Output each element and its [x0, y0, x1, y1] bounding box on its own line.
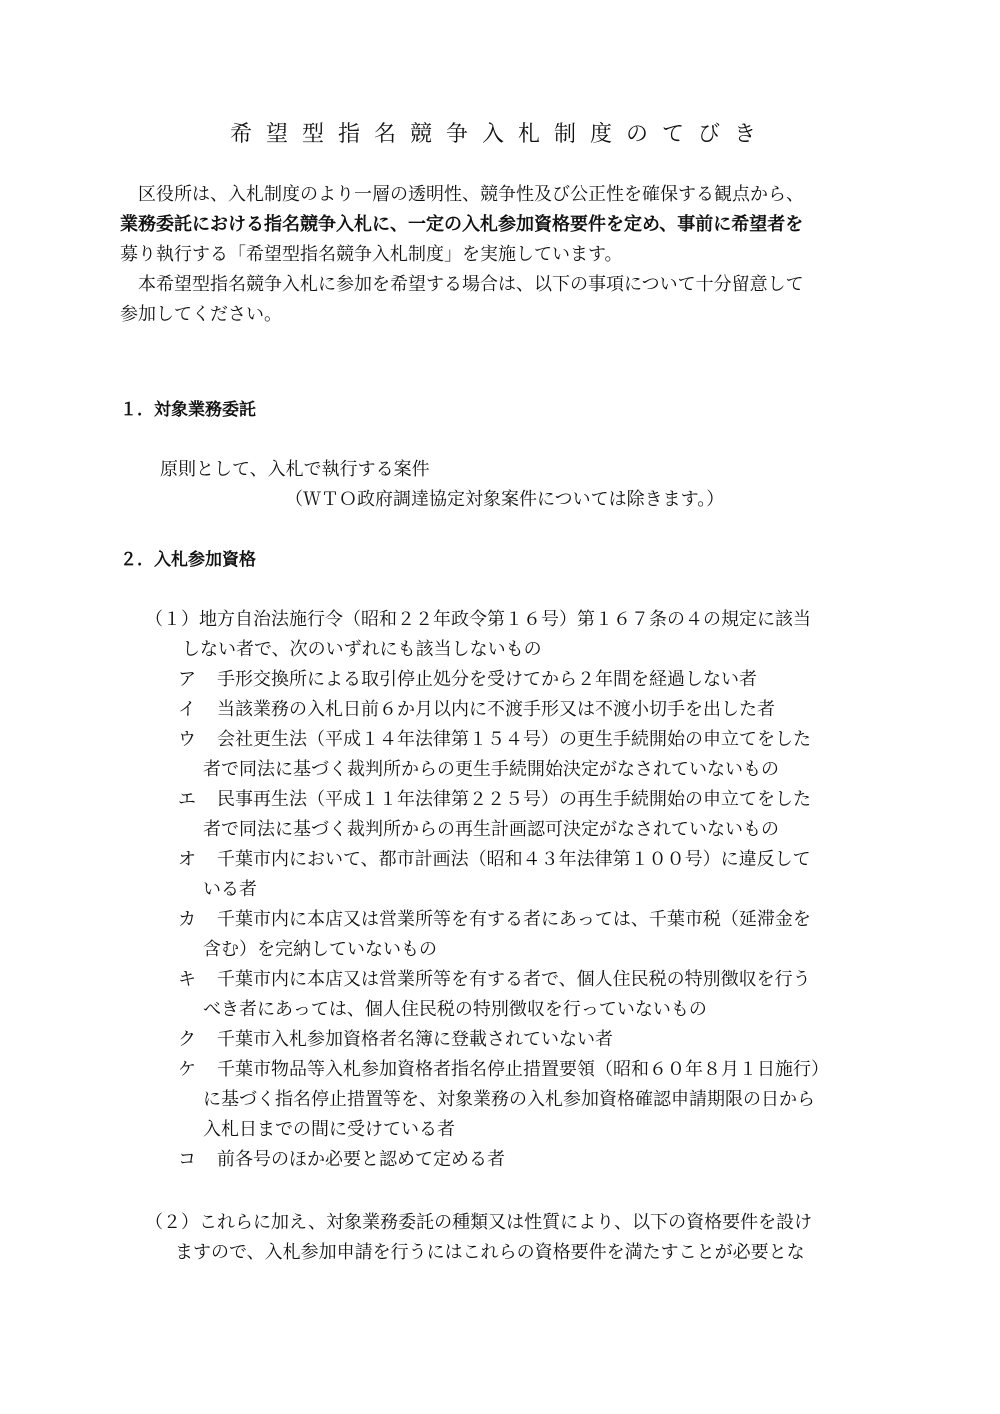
sub-item-text: 千葉市内において、都市計画法（昭和４３年法律第１００号）に違反して [217, 849, 811, 870]
sub-item-mark: オ [178, 849, 196, 870]
page-title: 希望型指名競争入札制度のてびき [229, 122, 770, 147]
sub-item-mark: ウ [178, 729, 196, 750]
sub-item-mark: カ [178, 909, 196, 930]
intro-line: 区役所は、入札制度のより一層の透明性、競争性及び公正性を確保する観点から、 [138, 184, 804, 205]
sub-item-text: 前各号のほか必要と認めて定める者 [217, 1149, 505, 1170]
section1-text: 原則として、入札で執行する案件 [160, 459, 430, 480]
item1-line: しない者で、次のいずれにも該当しないもの [182, 639, 542, 660]
sub-item-mark: ク [178, 1029, 196, 1050]
sub-item-text: 者で同法に基づく裁判所からの更生手続開始決定がなされていないもの [203, 759, 779, 780]
sub-item-text: 千葉市内に本店又は営業所等を有する者にあっては、千葉市税（延滞金を [217, 909, 811, 930]
sub-item-mark: イ [178, 699, 196, 720]
intro-line: 参加してください。 [120, 304, 282, 325]
sub-item-text: 千葉市入札参加資格者名簿に登載されていない者 [217, 1029, 613, 1050]
sub-item-text: 千葉市内に本店又は営業所等を有する者で、個人住民税の特別徴収を行う [217, 969, 811, 990]
sub-item-text: 入札日までの間に受けている者 [203, 1119, 455, 1140]
sub-item-text: 当該業務の入札日前６か月以内に不渡手形又は不渡小切手を出した者 [217, 699, 775, 720]
sub-item-text: 者で同法に基づく裁判所からの再生計画認可決定がなされていないもの [203, 819, 779, 840]
section-heading-eligibility: ２．入札参加資格 [120, 550, 256, 570]
section-heading-target-work: １．対象業務委託 [120, 400, 256, 420]
sub-item-text: 手形交換所による取引停止処分を受けてから２年間を経過しない者 [217, 669, 757, 690]
intro-line: 本希望型指名競争入札に参加を希望する場合は、以下の事項について十分留意して [138, 274, 804, 295]
item2-line: ますので、入札参加申請を行うにはこれらの資格要件を満たすことが必要とな [175, 1242, 805, 1263]
sub-item-text: 民事再生法（平成１１年法律第２２５号）の再生手続開始の申立てをした [217, 789, 811, 810]
sub-item-mark: エ [178, 789, 196, 810]
sub-item-text: 千葉市物品等入札参加資格者指名停止措置要領（昭和６０年８月１日施行） [217, 1059, 829, 1080]
sub-item-mark: キ [178, 969, 196, 990]
sub-item-mark: ケ [178, 1059, 196, 1080]
intro-line-bold: 業務委託における指名競争入札に、一定の入札参加資格要件を定め、事前に希望者を [120, 214, 804, 235]
sub-item-text: べき者にあっては、個人住民税の特別徴収を行っていないもの [203, 999, 707, 1020]
sub-item-text: に基づく指名停止措置等を、対象業務の入札参加資格確認申請期限の日から [203, 1089, 815, 1110]
item1-line: （１）地方自治法施行令（昭和２２年政令第１６号）第１６７条の４の規定に該当 [145, 609, 811, 630]
sub-item-mark: ア [178, 669, 196, 690]
intro-line: 募り執行する「希望型指名競争入札制度」を実施しています。 [120, 244, 623, 265]
sub-item-text: 会社更生法（平成１４年法律第１５４号）の更生手続開始の申立てをした [217, 729, 811, 750]
sub-item-mark: コ [178, 1149, 196, 1170]
section1-note: （ＷＴＯ政府調達協定対象案件については除きます。） [285, 489, 725, 510]
item2-line: （２）これらに加え、対象業務委託の種類又は性質により、以下の資格要件を設け [145, 1212, 813, 1233]
sub-item-text: 含む）を完納していないもの [203, 939, 437, 960]
sub-item-text: いる者 [203, 879, 257, 900]
